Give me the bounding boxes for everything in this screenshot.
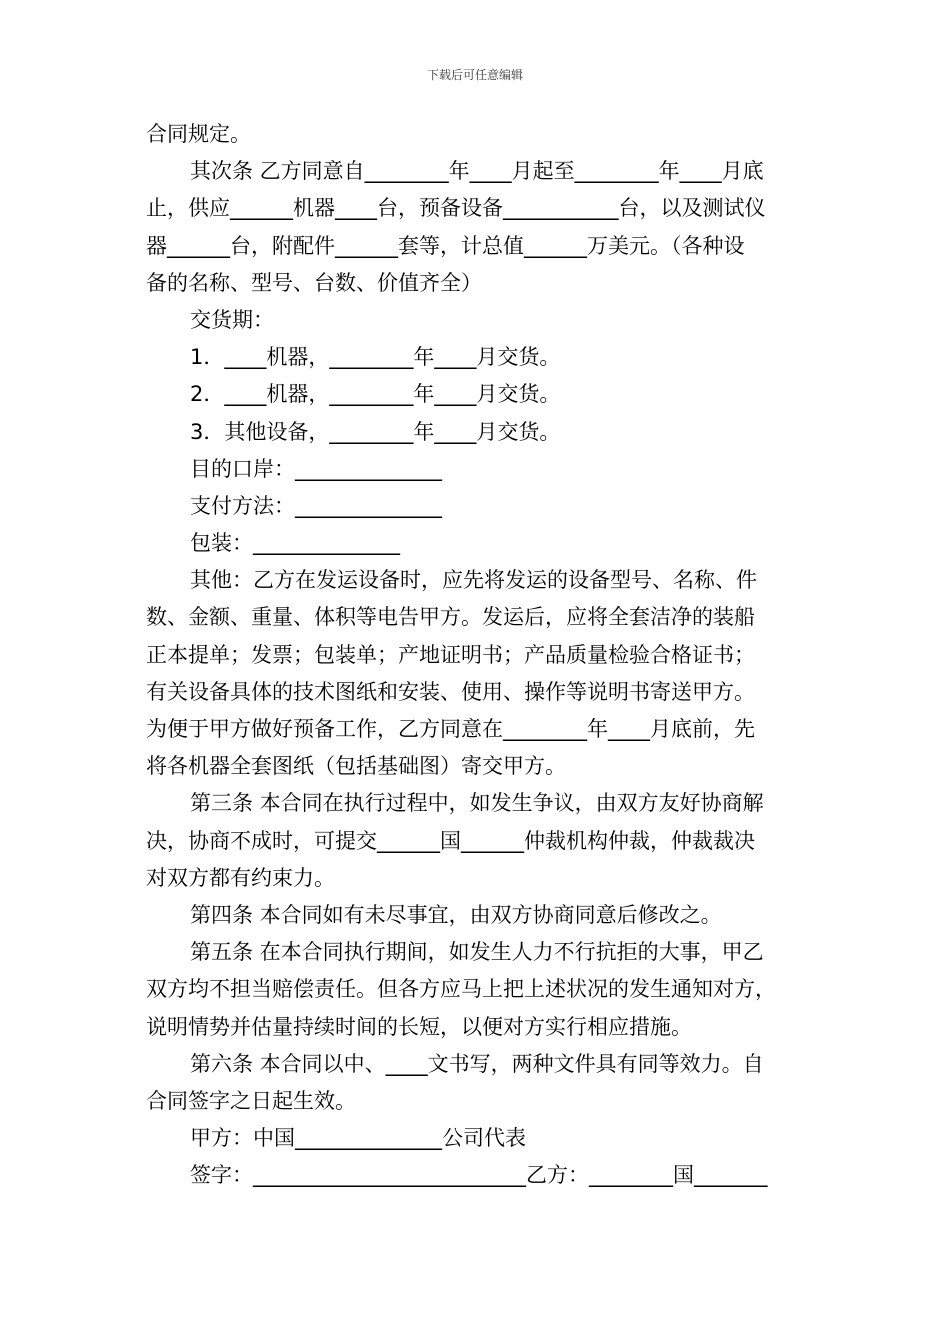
signature-line: 签字：__________________________乙方：________国_______ <box>190 1163 768 1188</box>
text-line: 将各机器全套图纸（包括基础图）寄交甲方。 <box>146 754 566 779</box>
destination-port-line: 目的口岸：______________ <box>190 456 442 481</box>
payment-method-line: 支付方法：______________ <box>190 493 442 518</box>
clause-five-line: 第五条 在本合同执行期间，如发生人力不行抗拒的大事，甲乙 <box>190 940 764 965</box>
clause-three-line: 第三条 本合同在执行过程中，如发生争议，由双方友好协商解 <box>190 791 764 816</box>
text-line: 对双方都有约束力。 <box>146 865 335 890</box>
text-line: 双方均不担当赔偿责任。但各方应马上把上述状况的发生通知对方， <box>146 977 776 1002</box>
delivery-item-3: 3．其他设备，________年____月交货。 <box>190 419 561 444</box>
text-line: 数、金额、重量、体积等电告甲方。发运后，应将全套洁净的装船 <box>146 605 755 630</box>
delivery-item-2: 2．____机器，________年____月交货。 <box>190 382 561 407</box>
text-line: 说明情势并估量持续时间的长短，以便对方实行相应措施。 <box>146 1014 692 1039</box>
text-line: 合同规定。 <box>146 122 251 146</box>
clause-two-line: 其次条 乙方同意自________年____月起至________年____月底 <box>190 159 764 184</box>
text-line: 为便于甲方做好预备工作，乙方同意在________年____月底前，先 <box>146 717 755 741</box>
text-line: 止，供应______机器____台，预备设备___________台，以及测试仪 <box>146 196 766 221</box>
text-line: 有关设备具体的技术图纸和安装、使用、操作等说明书寄送甲方。 <box>146 679 755 704</box>
clause-six-line: 第六条 本合同以中、____文书写，两种文件具有同等效力。自 <box>190 1051 764 1076</box>
delivery-heading: 交货期： <box>190 307 274 332</box>
text-line: 备的名称、型号、台数、价值齐全） <box>146 270 482 295</box>
contract-body <box>146 116 816 1194</box>
text-line: 器______台，附配件______套等，计总值______万美元。（各种设 <box>146 233 745 258</box>
page-header: 下载后可任意编辑 <box>426 68 523 82</box>
party-a-line: 甲方：中国______________公司代表 <box>190 1126 526 1151</box>
clause-four-line: 第四条 本合同如有未尽事宜，由双方协商同意后修改之。 <box>190 902 722 927</box>
text-line: 决，协商不成时，可提交______国______仲裁机构仲裁，仲裁裁决 <box>146 828 755 853</box>
text-line: 正本提单；发票；包装单；产地证明书；产品质量检验合格证书； <box>146 642 755 667</box>
delivery-item-1: 1．____机器，________年____月交货。 <box>190 345 561 370</box>
text-line: 合同签字之日起生效。 <box>146 1088 356 1113</box>
other-terms-line: 其他：乙方在发运设备时，应先将发运的设备型号、名称、件 <box>190 568 757 593</box>
packaging-line: 包装：______________ <box>190 531 400 556</box>
